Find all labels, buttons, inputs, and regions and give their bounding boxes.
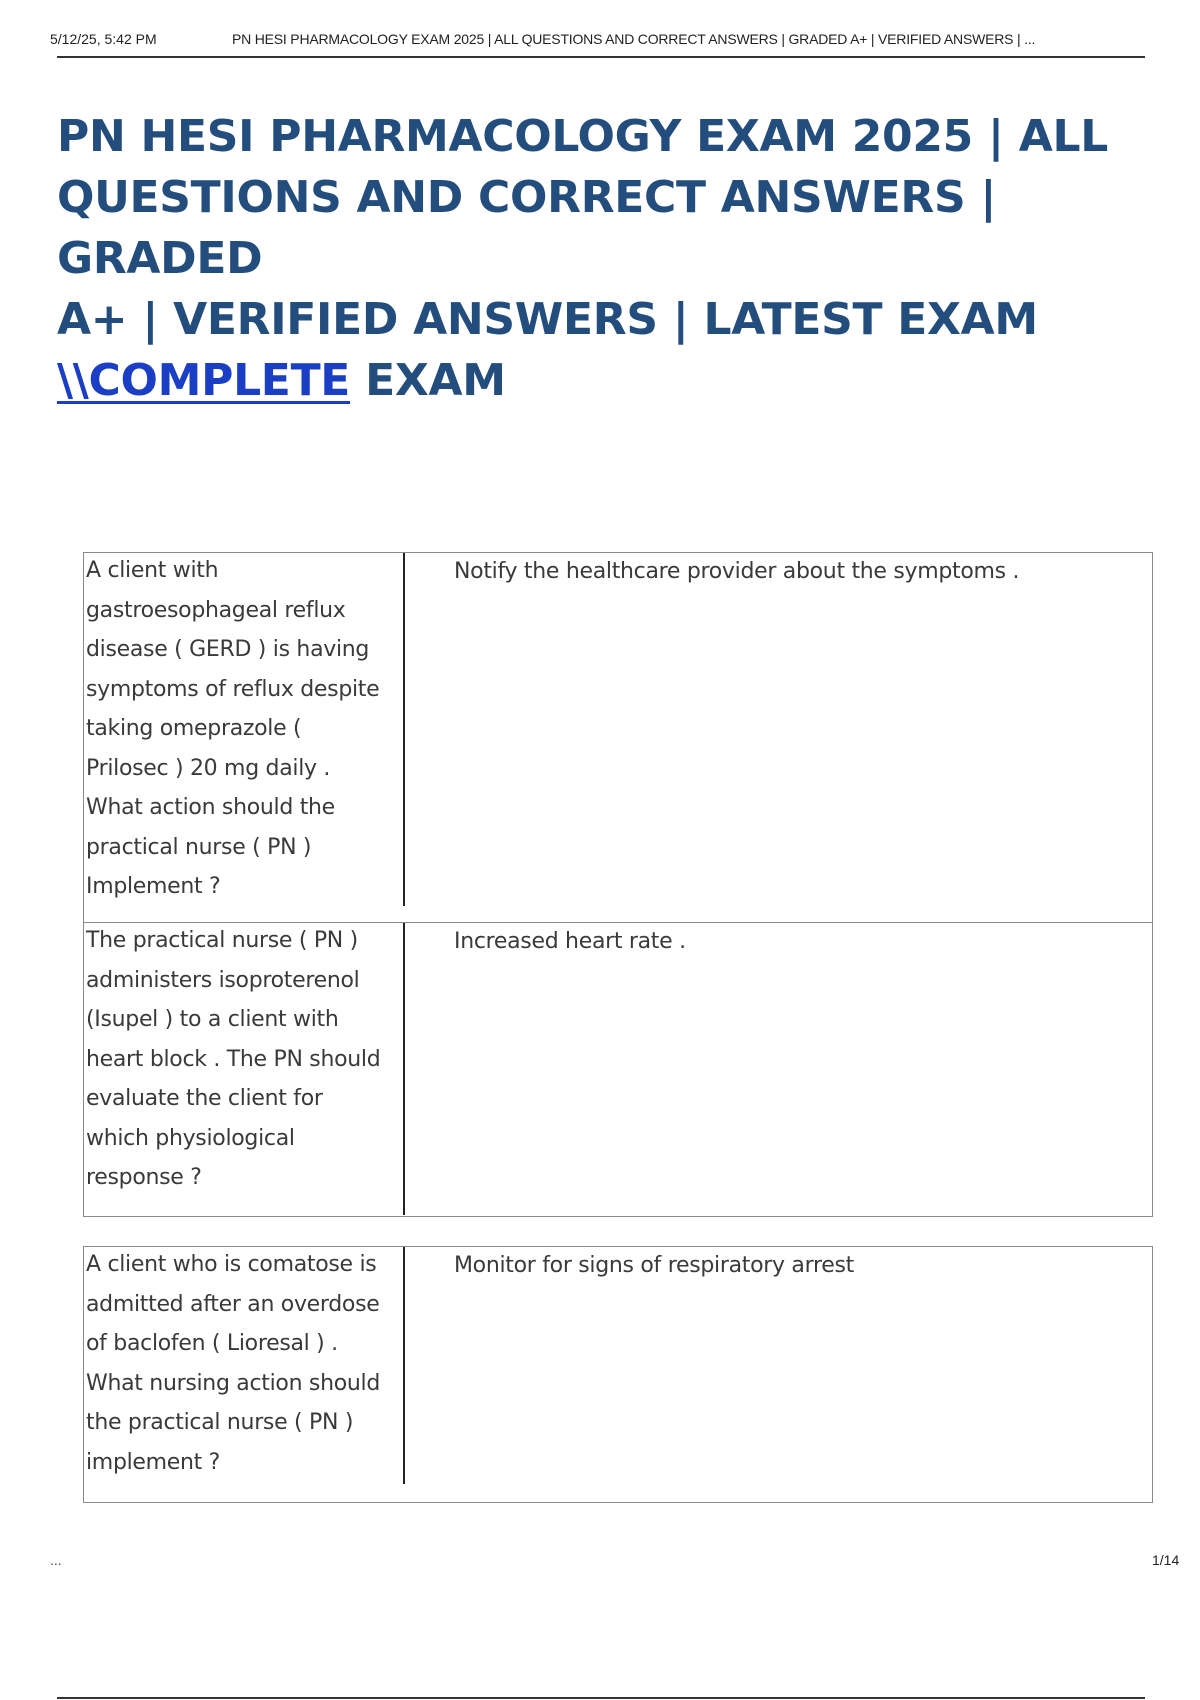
title-line-3: A+ | VERIFIED ANSWERS | LATEST EXAM (57, 294, 1038, 345)
answer-cell: Increased heart rate . (454, 929, 686, 954)
answer-cell: Notify the healthcare provider about the symptoms . (454, 559, 1020, 584)
bottom-rule (57, 1697, 1145, 1699)
header-rule (57, 56, 1145, 58)
page-number: 1/14 (1152, 1552, 1180, 1568)
page-title (57, 106, 1177, 411)
column-divider (403, 1247, 405, 1484)
column-divider (403, 553, 405, 906)
qa-table-3 (83, 1246, 1153, 1503)
print-doc-title: PN HESI PHARMACOLOGY EXAM 2025 | ALL QUESTIONS AND CORRECT ANSWERS | GRADED A+ | VERIFIED ANSWERS | ... (232, 31, 1036, 47)
question-cell: The practical nurse ( PN ) administers isoproterenol (Isupel ) to a client with heart block . The PN should evaluate the client for which physiological response ? (86, 928, 381, 1190)
print-date: 5/12/25, 5:42 PM (50, 31, 157, 47)
column-divider (403, 923, 405, 1215)
footer-ellipsis: ... (50, 1552, 62, 1568)
qa-table-1 (83, 552, 1153, 924)
title-line-2: QUESTIONS AND CORRECT ANSWERS | GRADED (57, 172, 997, 284)
complete-link[interactable]: \\COMPLETE (57, 355, 351, 406)
title-line-4-rest: EXAM (350, 355, 506, 406)
question-cell: A client who is comatose is admitted after an overdose of baclofen ( Lioresal ) . What nursing action should the practical nurse ( PN ) implement ? (86, 1252, 381, 1475)
answer-cell: Monitor for signs of respiratory arrest (454, 1253, 854, 1278)
qa-table-2 (83, 922, 1153, 1217)
print-header (50, 28, 1180, 58)
question-cell: A client with gastroesophageal reflux disease ( GERD ) is having symptoms of reflux despite taking omeprazole ( Prilosec ) 20 mg daily . What action should the practical nurse ( PN ) Implement ? (86, 558, 380, 899)
title-line-1: PN HESI PHARMACOLOGY EXAM 2025 | ALL (57, 111, 1109, 162)
